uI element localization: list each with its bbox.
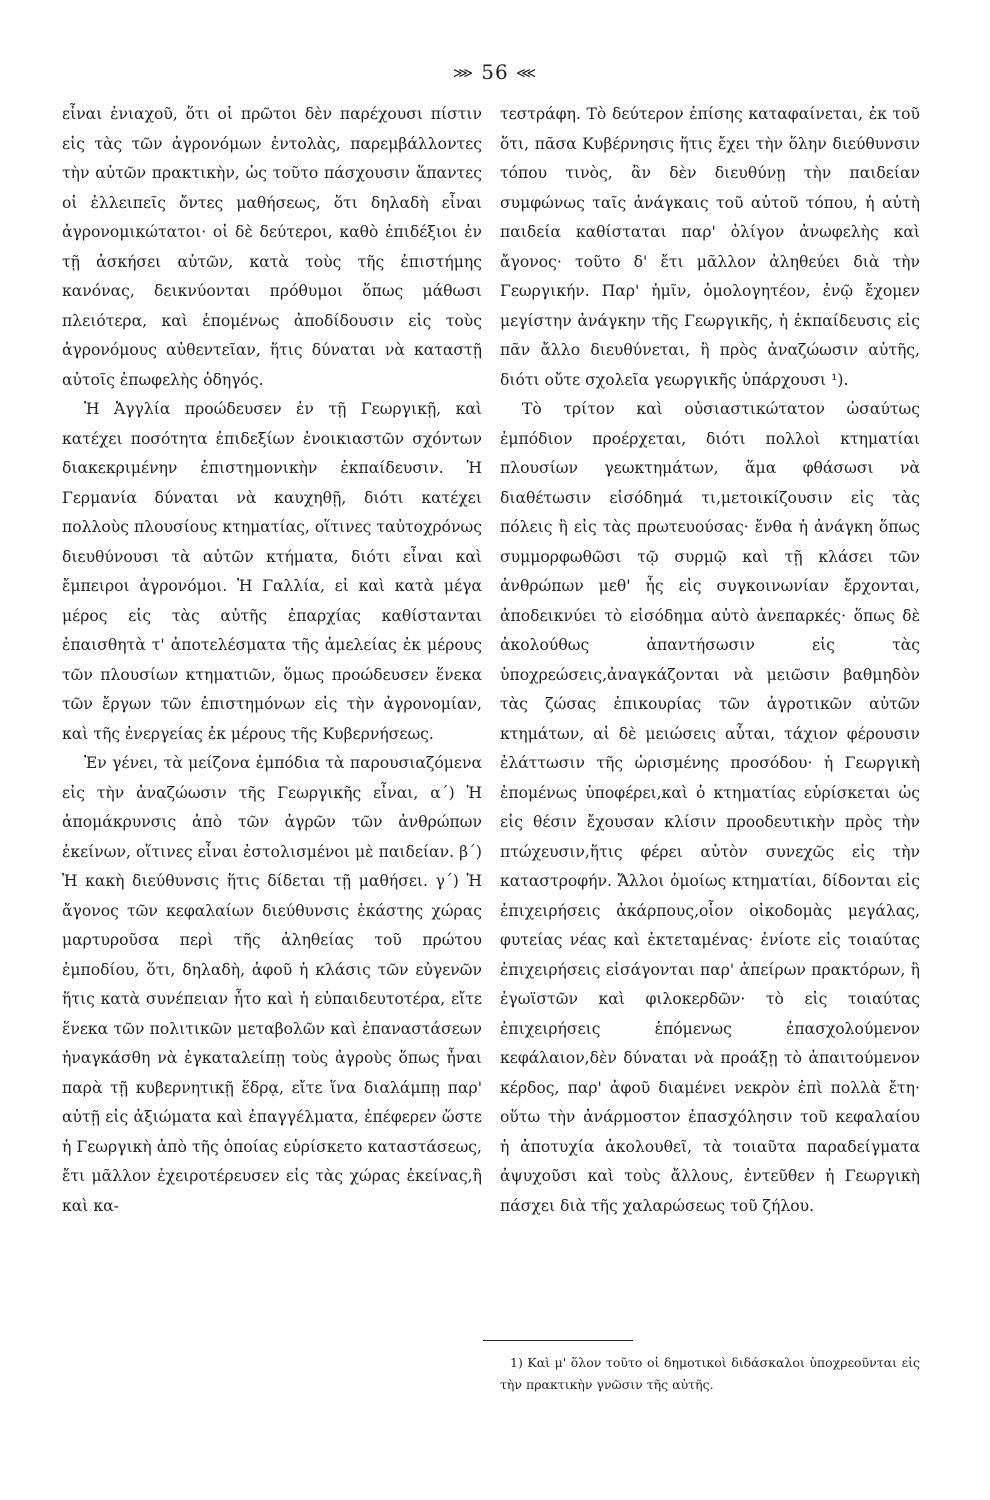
footnote-text: 1) Καὶ μ' ὅλον τοῦτο οἱ δημοτικοὶ διδάσκαλοι ὑποχρεοῦνται εἰς τὴν πρακτικὴν γνῶσιν τῆς αὐτῆς. xyxy=(500,1355,920,1392)
ornament-right-icon: ⋘ xyxy=(516,65,537,82)
page-number: 56 xyxy=(481,60,509,84)
paragraph-third-obstacle: Τὸ τρίτον καὶ οὐσιαστικώτατον ὡσαύτως ἐμπόδιον προέρχεται, διότι πολλοὶ κτηματίαι πλουσίων γεωκτημάτων, ἅμα φθάσωσι νὰ διαθέτωσιν εἰσόδημά τι,μετοικίζουσιν εἰς τὰς πόλεις ἢ εἰς τὰς πρωτευούσας· ἔνθα ἡ ἀνάγκη ὅπως συμμορφωθῶσι τῷ συρμῷ καὶ τῇ κλάσει τῶν ἀνθρώπων μεθ' ἧς εἰς συγκοινωνίαν ἔρχονται, ἀποδεικνύει τὸ εἰσόδημα αὐτὸ ἀνεπαρκές· ὅπως δὲ ἀκολούθως ἀπαντήσωσιν εἰς τὰς ὑποχρεώσεις,ἀναγκάζονται νὰ μειῶσιν βαθμηδὸν τὰς ζώσας ἐπικουρίας τῶν ἀγροτικῶν αὐτῶν κτημάτων, αἱ δὲ μειώσεις αὗται, τάχιον φέρουσιν ἐλάττωσιν τῆς ὡρισμένης προσόδου· ἡ Γεωργικὴ ἑπομένως ὑποφέρει,καὶ ὁ κτηματίας εὑρίσκεται ὡς εἰς θέσιν ἔχουσαν κλίσιν προοδευτικὴν πρὸς τὴν πτώχευσιν,ἥτις φέρει αὐτὸν συνεχῶς εἰς τὴν καταστροφήν. Ἄλλοι ὁμοίως κτηματίαι, δίδονται εἰς ἐπιχειρήσεις ἀκάρπους,οἷον οἰκοδομὰς μεγάλας, φυτείας νέας καὶ ἐκτεταμένας· ἐνίοτε εἰς τοιαύτας ἐπιχειρήσεις εἰσάγονται παρ' ἀπείρων πρακτόρων, ἢ ἐγωϊστῶν καὶ φιλοκερδῶν· τὸ εἰς τοιαύτας ἐπιχειρήσεις ἑπόμενως ἐπασχολούμενον κεφάλαιον,δὲν δύναται νὰ προάξῃ τὸ ἀπαιτούμενον κέρδος, παρ' ἀφοῦ διαμένει νεκρὸν ἐπὶ πολλὰ ἔτη· οὕτω τὴν ἀνάρμοστον ἐπασχόλησιν τοῦ κεφαλαίου ἡ ἀποτυχία ἀκολουθεῖ, τὰ τοιαῦτα παραδείγματα ἀψυχοῦσι καὶ τοὺς ἄλλους, ἐντεῦθεν ἡ Γεωργικὴ πάσχει διὰ τῆς χαλαρώσεως τοῦ ζήλου. xyxy=(500,400,920,1215)
paragraph-obstacles: Ἐν γένει, τὰ μείζονα ἐμπόδια τὰ παρουσιαζόμενα εἰς τὴν ἀναζώωσιν τῆς Γεωργικῆς εἶναι, α΄) Ἡ ἀπομάκρυνσις ἀπὸ τῶν ἀγρῶν τῶν ἀνθρώπων ἐκείνων, οἵτινες εἶναι ἐστολισμένοι μὲ παιδείαν. β΄) Ἡ κακὴ διεύθυνσις ἥτις δίδεται τῇ μαθήσει. γ΄) Ἡ ἄγονος τῶν κεφαλαίων διεύθυνσις ἑκάστης χώρας μαρτυροῦσα περὶ τῆς ἀληθείας τοῦ πρώτου ἐμποδίου, ὅτι, δηλαδὴ, ἀφοῦ ἡ κλάσις τῶν εὐγενῶν ἥτις κατὰ συνέπειαν ἦτο καὶ ἡ εὐπαιδευτοτέρα, εἴτε ἕνεκα τῶν πολιτικῶν μεταβολῶν καὶ ἐπαναστάσεων ἠναγκάσθη νὰ ἐγκαταλείπῃ τοὺς ἀγροὺς ὅπως ἦναι παρὰ τῇ κυβερνητικῇ ἕδρᾳ, εἴτε ἵνα διαλάμπῃ παρ' αὐτῇ εἰς ἀξιώματα καὶ ἐπαγγέλματα, ἐπέφερεν ὥστε ἡ Γεωργικὴ ἀπὸ τῆς ὁποίας εὑρίσκετο καταστάσεως, ἔτι μᾶλλον ἐχειροτέρευσεν εἰς τὰς χώρας ἐκείνας,ἢ καὶ κα- xyxy=(62,754,482,1215)
paragraph-continued: εἶναι ἐνιαχοῦ, ὅτι οἱ πρῶτοι δὲν παρέχουσι πίστιν εἰς τὰς τῶν ἀγρονόμων ἐντολὰς, παρεμβάλλοντες τὴν αὐτῶν πρακτικὴν, ὡς τοῦτο πάσχουσιν ἅπαντες οἱ ἐλλειπεῖς ὄντες μαθήσεως, ὅτι δηλαδὴ εἶναι ἀγρονομικώτατοι· οἱ δὲ δεύτεροι, καθὸ ἐπιδέξιοι ἐν τῇ ἀσκήσει αὐτῶν, κατὰ τοὺς τῆς ἐπιστήμης κανόνας, δεικνύονται πρόθυμοι ὅπως μάθωσι πλειότερα, καὶ ἑπομένως ἀποδίδουσιν εἰς τοὺς ἀγρονόμους αὐθεντεῖαν, ἥτις δύναται νὰ καταστῇ αὐτοῖς ἐπωφελὴς ὁδηγός. xyxy=(62,105,482,389)
left-column xyxy=(62,100,482,1221)
page-header xyxy=(0,60,990,84)
paragraph-countries: Ἡ Ἀγγλία προώδευσεν ἐν τῇ Γεωργικῇ, καὶ κατέχει ποσότητα ἐπιδεξίων ἐνοικιαστῶν σχόντων διακεκριμένην ἐπιστημονικὴν ἐκπαίδευσιν. Ἡ Γερμανία δύναται νὰ καυχηθῇ, διότι κατέχει πολλοὺς πλουσίους κτηματίας, οἵτινες ταὐτοχρόνως διευθύνουσι τὰ αὐτῶν κτήματα, διότι εἶναι καὶ ἔμπειροι ἀγρονόμοι. Ἡ Γαλλία, εἰ καὶ κατὰ μέγα μέρος εἰς τὰς αὐτῆς ἐπαρχίας καθίστανται ἐπαισθητὰ τ' ἀποτελέσματα τῆς ἀμελείας ἐκ μέρους τῶν πλουσίων κτηματιῶν, ὅμως προώδευσεν ἕνεκα τῶν ἔργων τῶν ἐπιστημόνων εἰς τὴν ἀγρονομίαν, καὶ τῆς ἐνεργείας ἐκ μέρους τῆς Κυβερνήσεως. xyxy=(62,400,482,743)
ornament-left-icon: ⋙ xyxy=(452,65,474,82)
footnote-divider xyxy=(483,1340,633,1341)
footnote xyxy=(500,1352,920,1396)
paragraph-second-obstacle: τεστράφη. Τὸ δεύτερον ἐπίσης καταφαίνεται, ἐκ τοῦ ὅτι, πᾶσα Κυβέρνησις ἥτις ἔχει τὴν ὅλην διεύθυνσιν τόπου τινὸς, ἂν δὲν διευθύνῃ τὴν παιδείαν συμφώνως ταῖς ἀνάγκαις τοῦ αὐτοῦ τόπου, ἡ αὐτὴ παιδεία καθίσταται παρ' ὀλίγον ἀνωφελὴς καὶ ἄγονος· τοῦτο δ' ἔτι μᾶλλον ἀληθεύει διὰ τὴν Γεωργικήν. Παρ' ἡμῖν, ὁμολογητέον, ἐνῷ ἔχομεν μεγίστην ἀνάγκην τῆς Γεωργικῆς, ἡ ἐκπαίδευσις εἰς πᾶν ἄλλο διευθύνεται, ἢ πρὸς ἀναζώωσιν αὐτῆς, διότι οὔτε σχολεῖα γεωργικῆς ὑπάρχουσι ¹). xyxy=(500,105,920,389)
right-column xyxy=(500,100,920,1221)
